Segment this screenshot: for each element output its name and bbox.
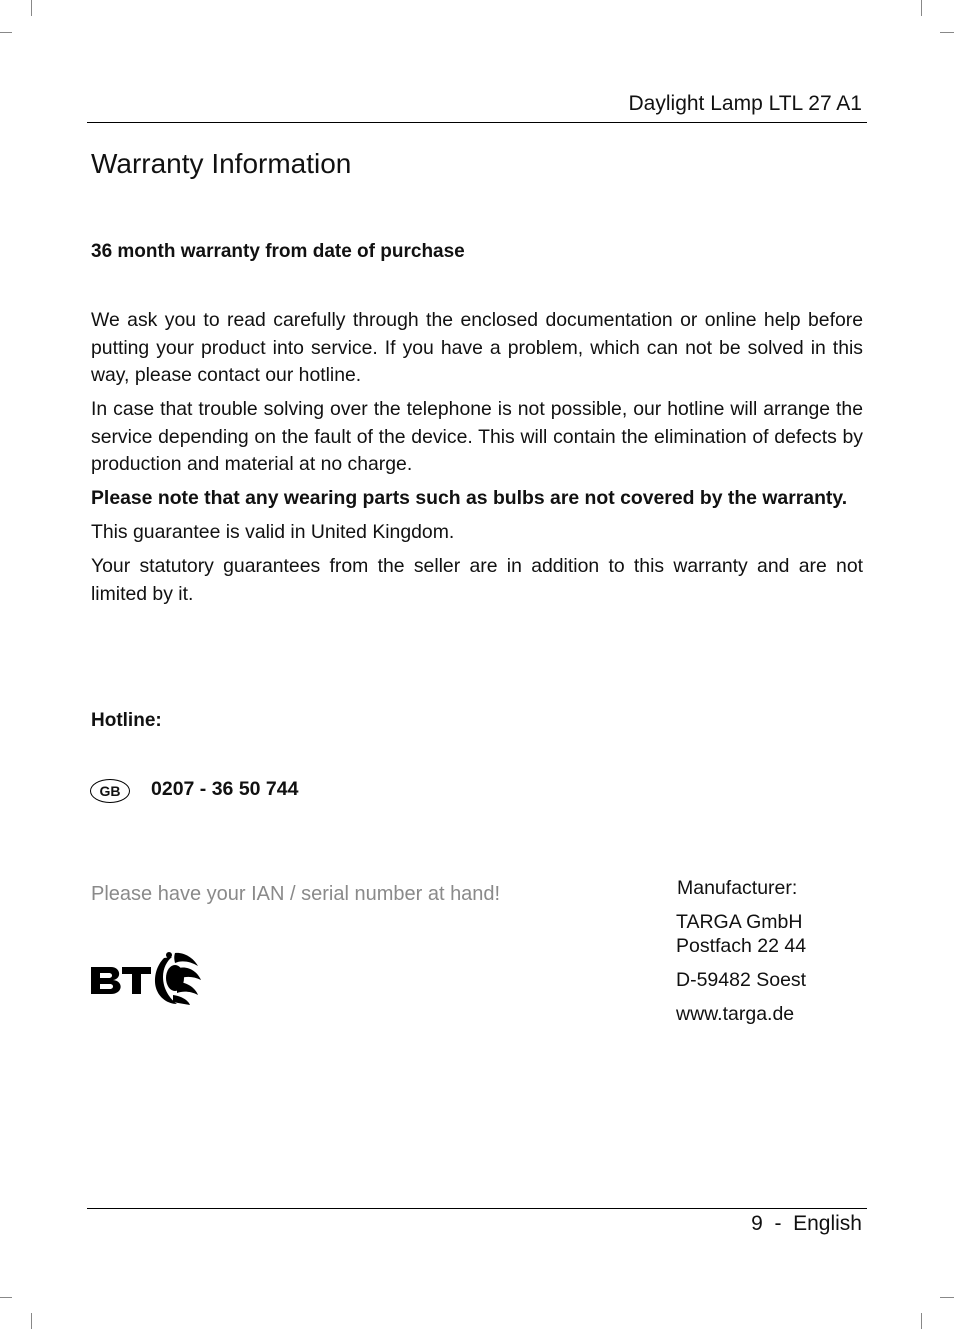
header-rule [87,122,867,123]
crop-mark-bottom-left-h [0,1297,12,1298]
manufacturer-city: D-59482 Soest [676,969,807,991]
page-number: 9 [751,1212,763,1235]
paragraph-statutory: Your statutory guarantees from the seller are in addition to this warranty and are not limited by it. [91,555,863,605]
manufacturer-website: www.targa.de [676,1003,795,1025]
bt-logo [89,949,209,1009]
page-title: Warranty Information [91,148,352,179]
paragraph-validity: This guarantee is valid in United Kingdom. [91,521,455,543]
manufacturer-label: Manufacturer: [677,877,798,899]
bt-logo-globe [151,952,203,1005]
footer-page-info [751,1212,862,1236]
crop-mark-bottom-left-v [31,1313,32,1329]
paragraph-intro: We ask you to read carefully through the enclosed documentation or online help before putting your product into service. If you have a problem, which can not be solved in this way, please contact our hotline. [91,309,863,386]
country-badge-gb: GB [90,779,130,803]
warranty-body [91,307,863,615]
manufacturer-postbox: Postfach 22 44 [676,935,807,957]
bt-logo-letter-t [122,967,151,994]
warranty-subheading: 36 month warranty from date of purchase [91,241,465,262]
hotline-label: Hotline: [91,710,162,731]
footer-rule [87,1208,867,1209]
footer-language: English [793,1212,862,1235]
ian-serial-note: Please have your IAN / serial number at hand! [91,883,501,905]
hotline-phone-number: 0207 - 36 50 744 [151,778,299,800]
crop-mark-top-right-v [921,0,922,16]
bt-logo-letter-b [91,967,121,994]
crop-mark-top-right-h [940,32,954,33]
paragraph-wearing-parts-note: Please note that any wearing parts such as bulbs are not covered by the warranty. [91,487,848,509]
crop-mark-top-left-v [31,0,32,16]
crop-mark-top-left-h [0,32,12,33]
crop-mark-bottom-right-v [921,1313,922,1329]
paragraph-service: In case that trouble solving over the telephone is not possible, our hotline will arrange the service depending on the fault of the device. This will contain the elimination of defects by production and material at no charge. [91,398,863,475]
crop-mark-bottom-right-h [940,1297,954,1298]
header-product-title: Daylight Lamp LTL 27 A1 [628,92,862,115]
footer-separator: - [774,1212,782,1235]
manufacturer-company: TARGA GmbH [676,911,803,933]
